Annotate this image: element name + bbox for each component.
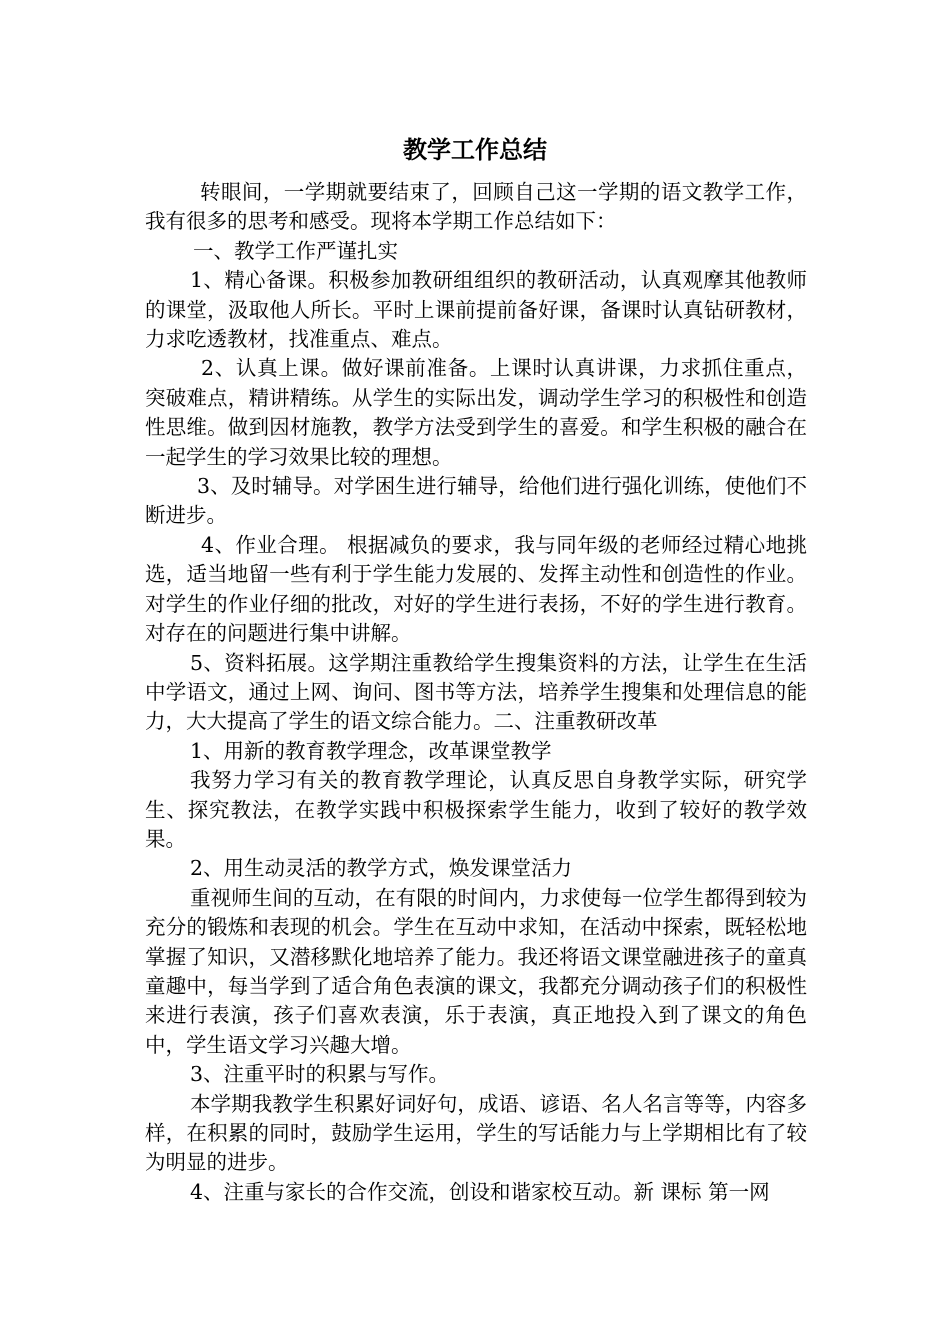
document-body <box>145 178 807 1207</box>
body-paragraph-3: 本学期我教学生积累好词好句，成语、谚语、名人名言等等，内容多样，在积累的同时，鼓励学生运用，学生的写话能力与上学期相比有了较为明显的进步。 <box>145 1091 807 1175</box>
body-paragraph-2: 重视师生间的互动，在有限的时间内，力求使每一位学生都得到较为充分的锻炼和表现的机会。学生在互动中求知，在活动中探索，既轻松地掌握了知识，又潜移默化地培养了能力。我还将语文课堂融进孩子的童真童趣中，每当学到了适合角色表演的课文，我都充分调动孩子们的积极性来进行表演，孩子们喜欢表演，乐于表演，真正地投入到了课文的角色中，学生语文学习兴趣大增。 <box>145 885 807 1057</box>
intro-paragraph: 转眼间，一学期就要结束了，回顾自己这一学期的语文教学工作，我有很多的思考和感受。现将本学期工作总结如下： <box>145 180 807 234</box>
subheading-4: 4、注重与家长的合作交流，创设和谐家校互动。新 课标 第一网 <box>190 1179 770 1204</box>
item-paragraph-3: 3、及时辅导。对学困生进行辅导，给他们进行强化训练，使他们不断进步。 <box>145 474 807 528</box>
document-title: 教学工作总结 <box>403 136 547 164</box>
item-paragraph-1: 1、精心备课。积极参加教研组组织的教研活动，认真观摩其他教师的课堂，汲取他人所长。平时上课前提前备好课，备课时认真钻研教材，力求吃透教材，找准重点、难点。 <box>145 268 807 352</box>
subheading-1: 1、用新的教育教学理念，改革课堂教学 <box>190 738 552 763</box>
item-paragraph-4: 4、作业合理。 根据减负的要求，我与同年级的老师经过精心地挑选，适当地留一些有利于学生能力发展的、发挥主动性和创造性的作业。对学生的作业仔细的批改，对好的学生进行表扬，不好的学生进行教育。对存在的问题进行集中讲解。 <box>145 532 807 646</box>
item-paragraph-2: 2、认真上课。做好课前准备。上课时认真讲课，力求抓住重点，突破难点，精讲精练。从学生的实际出发，调动学生学习的积极性和创造性思维。做到因材施教，教学方法受到学生的喜爱。和学生积极的融合在一起学生的学习效果比较的理想。 <box>145 356 807 469</box>
section-heading-1: 一、教学工作严谨扎实 <box>193 238 398 263</box>
item-paragraph-5: 5、资料拓展。这学期注重教给学生搜集资料的方法，让学生在生活中学语文，通过上网、询问、图书等方法，培养学生搜集和处理信息的能力，大大提高了学生的语文综合能力。二、注重教研改革 <box>145 650 807 734</box>
body-paragraph-1: 我努力学习有关的教育教学理论，认真反思自身教学实际，研究学生、探究教法，在教学实践中积极探索学生能力，收到了较好的教学效果。 <box>145 768 807 851</box>
subheading-3: 3、注重平时的积累与写作。 <box>190 1062 450 1087</box>
subheading-2: 2、用生动灵活的教学方式，焕发课堂活力 <box>190 856 573 881</box>
